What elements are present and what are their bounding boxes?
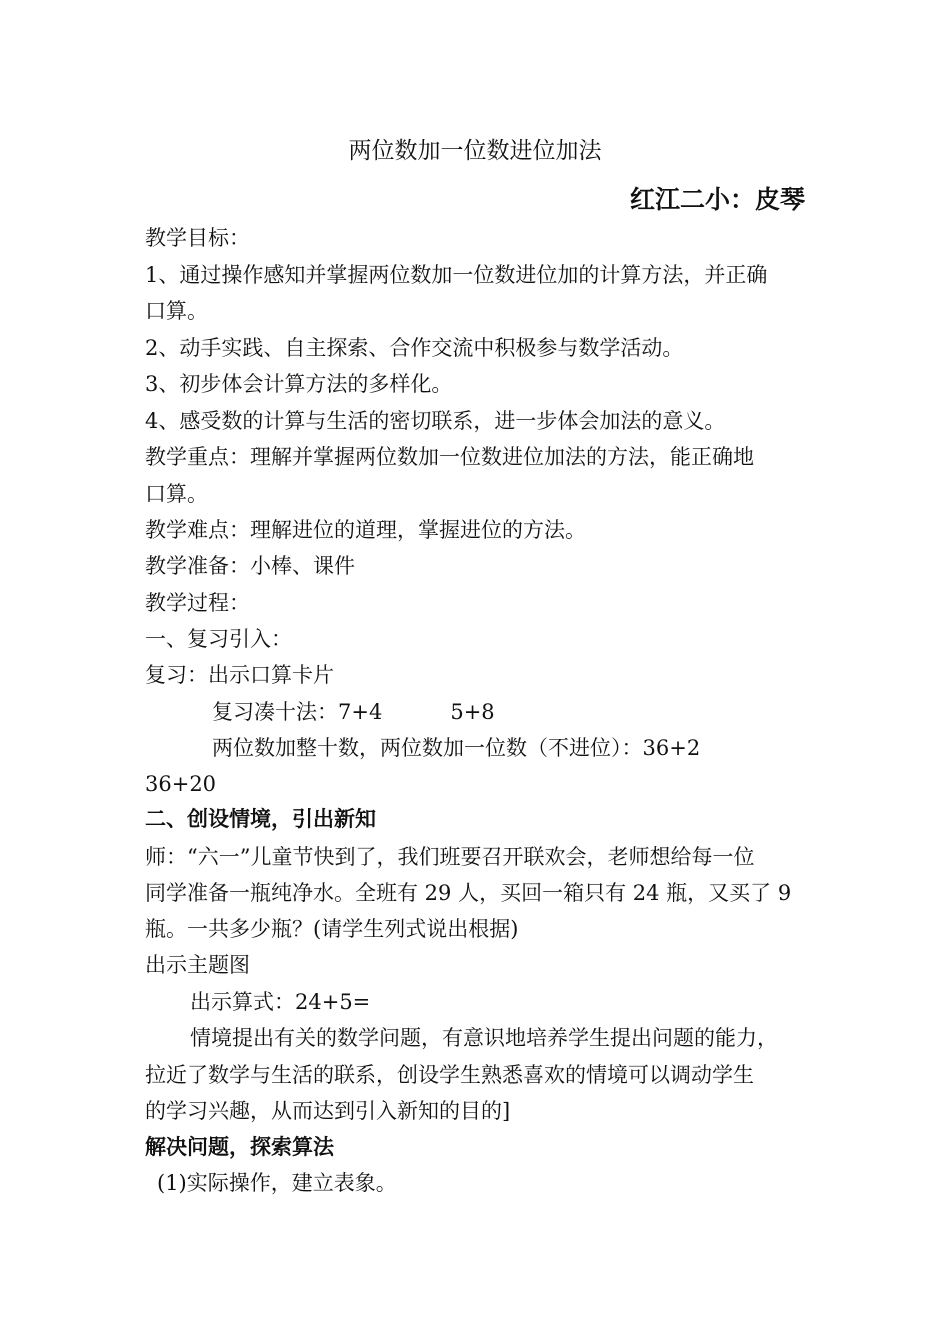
goal-4: 4、感受数的计算与生活的密切联系，进一步体会加法的意义。 — [145, 409, 726, 433]
document-title: 两位数加一位数进位加法 — [348, 138, 602, 164]
section-3-heading: 解决问题，探索算法 — [145, 1135, 334, 1159]
review-two-digit-line: 两位数加整十数，两位数加一位数（不进位）：36+2 — [212, 736, 701, 760]
key-point-line-1: 教学重点：理解并掌握两位数加一位数进位加法的方法，能正确地 — [145, 445, 754, 469]
review-make-ten-line — [212, 699, 495, 725]
review-two-digit-continuation: 36+20 — [145, 772, 217, 796]
section-1-heading: 一、复习引入： — [145, 627, 292, 651]
review-make-ten-expr: 5+8 — [450, 700, 495, 724]
show-formula-line: 出示算式：24+5= — [190, 990, 371, 1014]
note-line-3: 的学习兴趣，从而达到引入新知的目的] — [145, 1099, 511, 1123]
note-line-1: 情境提出有关的数学问题，有意识地培养学生提出问题的能力， — [190, 1026, 778, 1050]
teacher-line-2: 同学准备一瓶纯净水。全班有 29 人，买回一箱只有 24 瓶，又买了 9 — [145, 881, 792, 905]
difficulty-line: 教学难点：理解进位的道理，掌握进位的方法。 — [145, 518, 586, 542]
process-heading: 教学过程： — [145, 591, 250, 615]
preparation-line: 教学准备：小棒、课件 — [145, 554, 355, 578]
review-line: 复习：出示口算卡片 — [145, 663, 334, 687]
key-point-line-2: 口算。 — [145, 482, 208, 506]
section-2-heading: 二、创设情境，引出新知 — [145, 807, 376, 831]
show-image-line: 出示主题图 — [145, 953, 250, 977]
goal-1-line-2: 口算。 — [145, 299, 208, 323]
goal-heading: 教学目标： — [145, 226, 250, 250]
step-1-line: (1)实际操作，建立表象。 — [157, 1171, 397, 1195]
author-line: 红江二小：皮琴 — [629, 185, 805, 214]
teacher-line-3: 瓶。一共多少瓶？(请学生列式说出根据) — [145, 917, 519, 941]
teacher-line-1: 师：“六一”儿童节快到了，我们班要召开联欢会，老师想给每一位 — [145, 845, 755, 869]
review-make-ten-label: 复习凑十法：7+4 — [212, 700, 383, 724]
goal-3: 3、初步体会计算方法的多样化。 — [145, 372, 453, 396]
goal-1-line-1: 1、通过操作感知并掌握两位数加一位数进位加的计算方法，并正确 — [145, 263, 768, 287]
note-line-2: 拉近了数学与生活的联系，创设学生熟悉喜欢的情境可以调动学生 — [145, 1063, 754, 1087]
goal-2: 2、动手实践、自主探索、合作交流中积极参与数学活动。 — [145, 336, 684, 360]
